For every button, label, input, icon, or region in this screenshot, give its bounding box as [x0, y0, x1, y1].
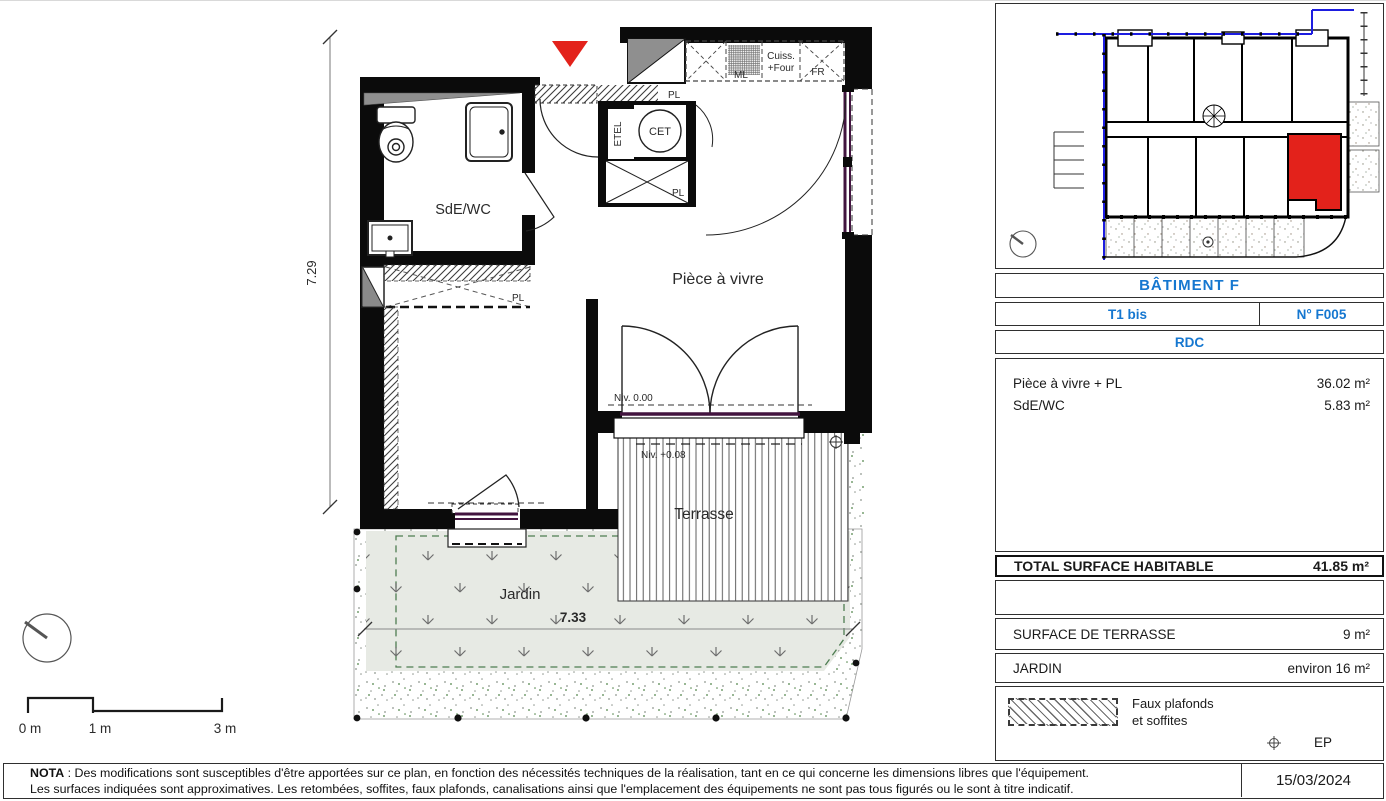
svg-text:3 m: 3 m [213, 721, 237, 736]
floor-label: RDC [1174, 334, 1205, 350]
pl-label-entry: PL [668, 90, 681, 101]
legend-line2: et soffites [1132, 713, 1188, 728]
site-plan-box [995, 3, 1384, 269]
terrace-label: Terrasse [674, 506, 734, 523]
unit-row [995, 302, 1384, 326]
garden-row-label: JARDIN [1013, 660, 1062, 676]
false-ceiling-swatch [1008, 698, 1118, 726]
unit-type: T1 bis [1107, 306, 1147, 322]
pl-label-tech: PL [672, 188, 685, 199]
tech-door-swing [696, 105, 713, 147]
svg-text:7.29: 7.29 [304, 260, 319, 286]
kitchen-shaft [628, 39, 685, 83]
room-area: 36.02 m² [1316, 375, 1370, 391]
window-right [706, 85, 872, 239]
legend-box [995, 686, 1384, 761]
garden-row-area: environ 16 m² [1287, 660, 1370, 676]
bathroom-label: SdE/WC [435, 202, 491, 218]
washer-label: ML [734, 70, 748, 81]
floor-row [995, 330, 1384, 354]
nota-line2: Les surfaces indiquées sont approximatives. Les retombées, soffites, faux plafonds, canalisations ainsi que l'emplacement des équipements ne sont pas tous figurés ou le sont à titre indicatif. [30, 781, 1074, 796]
terrain-stipple-right [848, 431, 864, 531]
total-row [995, 555, 1384, 577]
toilet-icon [377, 107, 415, 162]
site-parking [1054, 132, 1084, 188]
total-area: 41.85 m² [1312, 558, 1369, 574]
tech-block [598, 101, 713, 207]
entry-ceiling-hatch [535, 85, 658, 103]
garden-label: Jardin [499, 586, 541, 603]
total-label: TOTAL SURFACE HABITABLE [1014, 558, 1214, 574]
garden-row [995, 653, 1384, 683]
site-plan [996, 4, 1382, 267]
washbasin-icon [368, 221, 412, 257]
unit-number: N° F005 [1296, 306, 1347, 322]
cooker-label: Cuiss. [767, 51, 795, 62]
spacer-box [995, 580, 1384, 615]
svg-text:1 m: 1 m [88, 721, 112, 736]
terrace-label: SURFACE DE TERRASSE [1013, 626, 1176, 642]
ep-symbol-icon [1266, 735, 1282, 751]
dimension-height [304, 30, 337, 514]
room-label: Pièce à vivre + PL [1013, 375, 1123, 391]
entry-door-swing [540, 99, 598, 157]
room-area-row [996, 394, 1383, 416]
site-stair-icon [1203, 105, 1225, 127]
living-label: Pièce à vivre [672, 271, 764, 288]
room-area: 5.83 m² [1324, 397, 1370, 413]
level-floor-label: Niv. 0.00 [614, 393, 653, 404]
site-unit-highlight [1288, 134, 1341, 210]
pl-label-closet: PL [512, 293, 525, 304]
room-areas-box [995, 358, 1384, 552]
svg-text:ETEL: ETEL [613, 121, 624, 147]
closet-pl [384, 265, 530, 307]
nota-title: NOTA [30, 766, 65, 780]
date-cell [1241, 764, 1385, 797]
oven-label: +Four [767, 63, 795, 74]
building-title-box [995, 273, 1384, 298]
window-right-swing [706, 95, 846, 235]
level-terrace-label: Niv. +0.08 [641, 450, 686, 461]
terrace-area: 9 m² [1343, 626, 1370, 642]
fridge-label: FR [811, 67, 825, 78]
terrace-row [995, 618, 1384, 650]
legend-line1: Faux plafonds [1132, 696, 1214, 711]
shaft-left [362, 267, 384, 307]
scale-bar [19, 698, 237, 736]
room-label: SdE/WC [1013, 397, 1065, 413]
nota-strip [3, 763, 1384, 799]
entrance-arrow-icon [552, 41, 588, 67]
ep-label: EP [1314, 735, 1333, 750]
building-title: BÂTIMENT F [1139, 277, 1240, 294]
plan-date: 15/03/2024 [1275, 772, 1352, 789]
room-area-row [996, 372, 1383, 394]
site-compass-icon [1010, 231, 1036, 257]
floor-plan [0, 1, 995, 763]
french-doors [608, 326, 812, 438]
nota-line1: NOTA : Des modifications sont susceptibles d'être apportées sur ce plan, en fonction des nécessités techniques de la réalisation, tant en ce qui concerne les dimensions libres que l'équipement. [30, 766, 1089, 780]
wall-hatch-left [384, 307, 398, 509]
svg-text:CET: CET [649, 126, 671, 138]
svg-text:7.33: 7.33 [559, 610, 587, 625]
north-compass-icon [23, 614, 71, 662]
svg-text:0 m: 0 m [18, 721, 42, 736]
shower-icon [466, 103, 512, 161]
